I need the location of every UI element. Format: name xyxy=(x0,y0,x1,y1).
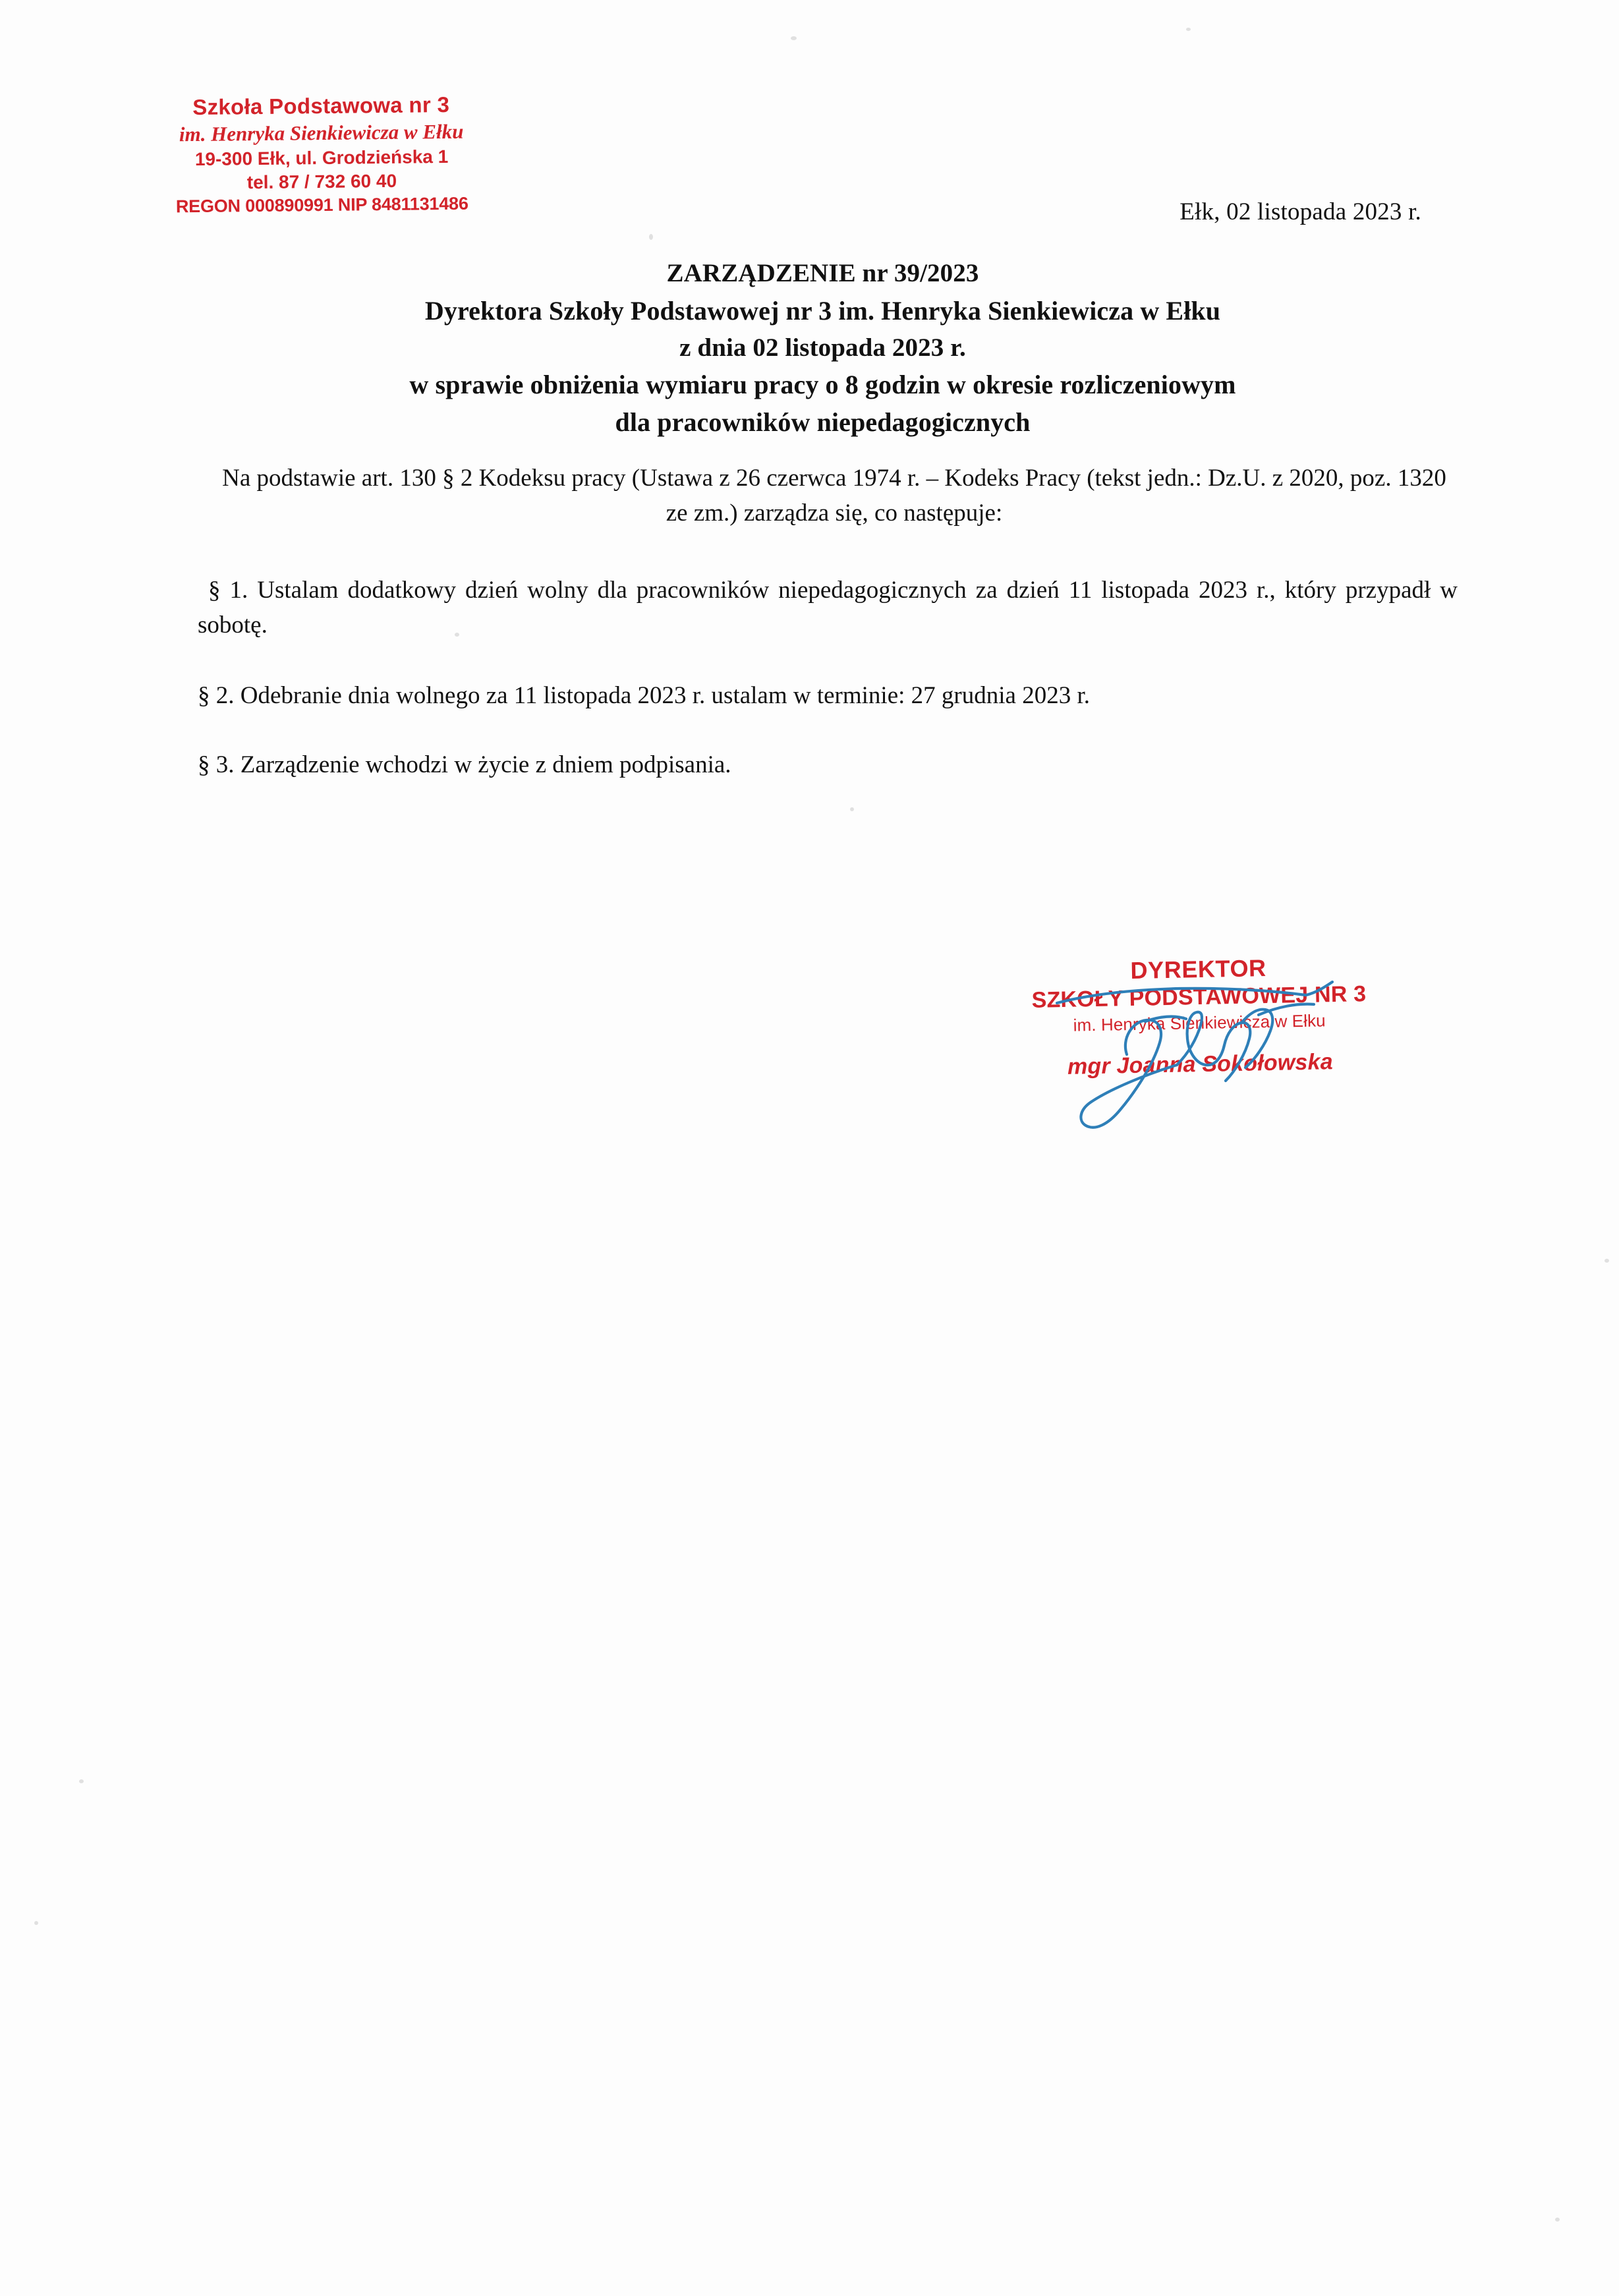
scan-speck xyxy=(1186,28,1191,31)
title-order-number: ZARZĄDZENIE nr 39/2023 xyxy=(666,259,979,287)
school-header-stamp xyxy=(110,90,533,219)
document-title-block xyxy=(171,257,1474,443)
director-stamp-patron: im. Henryka Sienkiewicza w Ełku xyxy=(1073,1010,1326,1035)
place-and-date: Ełk, 02 listopada 2023 r. xyxy=(1179,198,1421,225)
stamp-school-name: Szkoła Podstawowa nr 3 xyxy=(192,92,450,120)
stamp-phone: tel. 87 / 732 60 40 xyxy=(246,170,397,192)
signature-block xyxy=(995,956,1404,1147)
scan-speck xyxy=(850,807,854,811)
legal-basis-paragraph: Na podstawie art. 130 § 2 Kodeksu pracy (Ustawa z 26 czerwca 1974 r. – Kodeks Pracy (tekst jedn.: Dz.U. z 2020, poz. 1320 ze zm.) zarządza się, co następuje: xyxy=(222,465,1446,527)
paragraph-1: § 1. Ustalam dodatkowy dzień wolny dla pracowników niepedagogicznych za dzień 11 listopada 2023 r., który przypadł w sobotę. xyxy=(198,577,1458,639)
title-subject-line-1: w sprawie obniżenia wymiaru pracy o 8 godzin w okresie rozliczeniowym xyxy=(409,370,1236,400)
title-subject-line-2: dla pracowników niepedagogicznych xyxy=(615,407,1031,438)
scan-speck xyxy=(79,1779,84,1783)
stamp-school-patron: im. Henryka Sienkiewicza w Ełku xyxy=(179,119,464,146)
director-stamp xyxy=(994,952,1404,1081)
scan-speck xyxy=(791,36,797,40)
scan-speck xyxy=(34,1921,38,1925)
title-issuer: Dyrektora Szkoły Podstawowej nr 3 im. Henryka Sienkiewicza w Ełku xyxy=(424,295,1221,326)
paragraph-2: § 2. Odebranie dnia wolnego za 11 listopada 2023 r. ustalam w terminie: 27 grudnia 2023 r. xyxy=(198,682,1090,709)
stamp-regon-nip: REGON 000890991 NIP 8481131486 xyxy=(175,193,469,216)
director-stamp-title: DYREKTOR xyxy=(1130,954,1267,984)
director-stamp-school: SZKOŁY PODSTAWOWEJ NR 3 xyxy=(1031,981,1367,1013)
scan-speck xyxy=(649,234,653,240)
paragraph-3: § 3. Zarządzenie wchodzi w życie z dniem podpisania. xyxy=(198,751,731,778)
scan-speck xyxy=(1605,1259,1609,1263)
title-date: z dnia 02 listopada 2023 r. xyxy=(679,333,966,362)
director-stamp-name: mgr Joanna Sokołowska xyxy=(1067,1049,1334,1079)
stamp-address: 19-300 Ełk, ul. Grodzieńska 1 xyxy=(194,146,449,169)
scan-speck xyxy=(1555,2218,1560,2222)
